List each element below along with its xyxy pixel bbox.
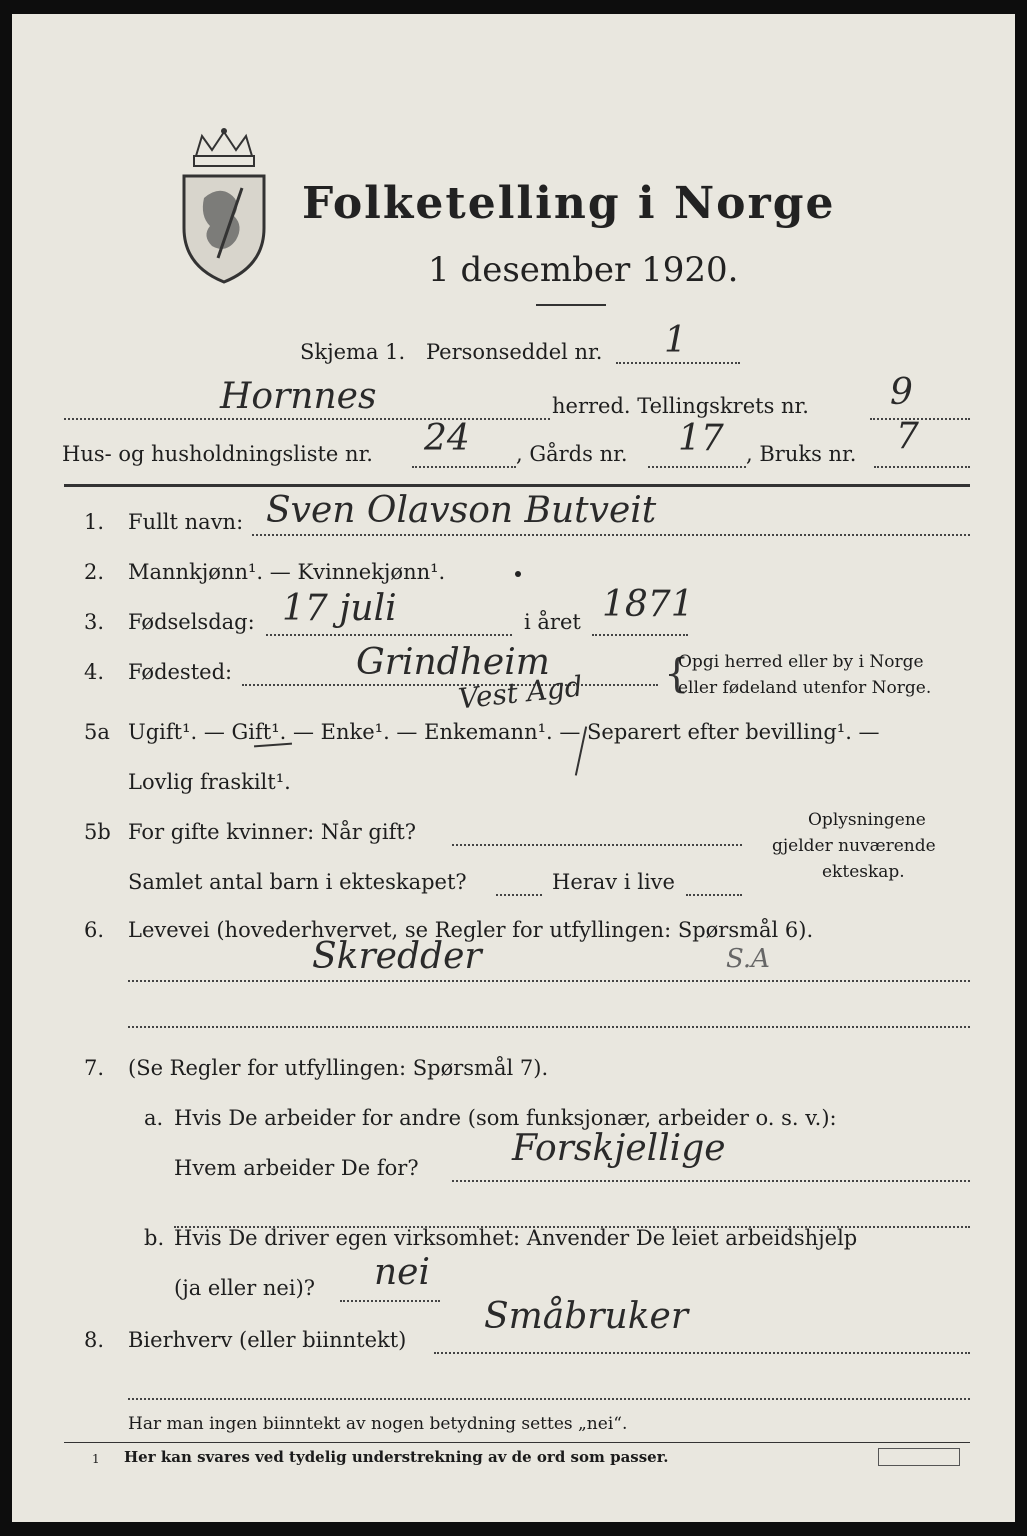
gards-label: , Gårds nr.: [516, 442, 628, 466]
q7b-letter: b.: [144, 1226, 165, 1250]
footnote-number: 1: [92, 1452, 100, 1466]
q7b-line: [340, 1300, 440, 1302]
q3-year-label: i året: [524, 610, 581, 634]
q5a-line2: Lovlig fraskilt¹.: [128, 770, 291, 794]
birth-year-value: 1871: [602, 584, 694, 625]
q7a-line: [452, 1180, 970, 1182]
personseddel-value: 1: [664, 320, 687, 361]
bruks-label: , Bruks nr.: [746, 442, 857, 466]
herred-label: herred. Tellingskrets nr.: [552, 394, 809, 418]
census-form: [12, 14, 1015, 1522]
form-title: Folketelling i Norge: [302, 178, 836, 229]
hired-help-value: nei: [374, 1252, 431, 1293]
q4-line: [242, 684, 658, 686]
tellingskrets-line: [870, 418, 970, 420]
q3-line: [266, 634, 512, 636]
q7-label: (Se Regler for utfyllingen: Spørsmål 7).: [128, 1056, 549, 1080]
personseddel-label: Personseddel nr.: [426, 340, 603, 364]
footer-divider: [64, 1442, 970, 1443]
side-income-value: Småbruker: [484, 1296, 689, 1337]
q1-number: 1.: [84, 510, 105, 534]
header-divider: [64, 484, 970, 487]
q1-line: [252, 534, 970, 536]
full-name-value: Sven Olavson Butveit: [266, 490, 657, 531]
q5b-alive-line: [686, 894, 742, 896]
q4-label: Fødested:: [128, 660, 233, 684]
q4-note-1: Opgi herred eller by i Norge: [678, 652, 924, 672]
printer-stamp: [878, 1448, 960, 1466]
census-date: 1 desember 1920.: [428, 250, 739, 290]
q3-year-line: [592, 634, 688, 636]
birthplace-county-value: Vest Agd: [456, 669, 585, 716]
q7-number: 7.: [84, 1056, 105, 1080]
title-divider: [536, 304, 606, 306]
q6-line-2: [128, 1026, 970, 1028]
q3-number: 3.: [84, 610, 105, 634]
birthplace-value: Grindheim: [356, 642, 550, 683]
q5a-line1: Ugift¹. — Gift¹. — Enke¹. — Enkemann¹. — Separert efter bevilling¹. —: [128, 720, 880, 744]
q8-line: [434, 1352, 970, 1354]
bruks-value: 7: [896, 416, 919, 457]
q7a-line1: Hvis De arbeider for andre (som funksjonær, arbeider o. s. v.):: [174, 1106, 837, 1130]
herred-value: Hornnes: [220, 376, 377, 417]
q5b-married-line: [452, 844, 742, 846]
q4-number: 4.: [84, 660, 105, 684]
gards-value: 17: [678, 418, 724, 459]
q8-label: Bierhverv (eller biinntekt): [128, 1328, 407, 1352]
q3-label: Fødselsdag:: [128, 610, 255, 634]
occupation-code: S.A: [726, 944, 770, 974]
q6-number: 6.: [84, 918, 105, 942]
occupation-value: Skredder: [312, 936, 482, 977]
hus-line: [412, 466, 516, 468]
norway-coat-of-arms-icon: [178, 128, 270, 284]
employer-value: Forskjellige: [512, 1128, 726, 1169]
q7a-line2: Hvem arbeider De for?: [174, 1156, 419, 1180]
q7a-letter: a.: [144, 1106, 164, 1130]
q5b-line2a: Samlet antal barn i ekteskapet?: [128, 870, 467, 894]
q2-number: 2.: [84, 560, 105, 584]
herred-line: [64, 418, 550, 420]
q4-note-2: eller fødeland utenfor Norge.: [678, 678, 932, 698]
tellingskrets-value: 9: [890, 372, 913, 413]
q5a-number: 5a: [84, 720, 110, 744]
birthdate-value: 17 juli: [282, 588, 397, 629]
q5b-side-1: Oplysningene: [808, 810, 926, 830]
q5b-line2b: Herav i live: [552, 870, 675, 894]
hus-value: 24: [424, 418, 470, 459]
q2-mark: [515, 571, 521, 577]
q5b-line1: For gifte kvinner: Når gift?: [128, 820, 417, 844]
gards-line: [648, 466, 746, 468]
q7b-line2: (ja eller nei)?: [174, 1276, 316, 1300]
footnote-text: Her kan svares ved tydelig understrekning av de ord som passer.: [124, 1448, 669, 1466]
q7b-line1: Hvis De driver egen virksomhet: Anvender De leiet arbeidshjelp: [174, 1226, 858, 1250]
q2-label: Mannkjønn¹. — Kvinnekjønn¹.: [128, 560, 446, 584]
q8-line-2: [128, 1398, 970, 1400]
q4-brace: {: [664, 651, 690, 697]
q1-label: Fullt navn:: [128, 510, 244, 534]
footer-note: Har man ingen biinntekt av nogen betydning settes „nei“.: [128, 1414, 628, 1434]
q5b-side-2: gjelder nuværende: [772, 836, 936, 856]
q5b-side-3: ekteskap.: [822, 862, 905, 882]
q6-line-1: [128, 980, 970, 982]
q6-label: Levevei (hovederhvervet, se Regler for utfyllingen: Spørsmål 6).: [128, 918, 814, 942]
bruks-line: [874, 466, 970, 468]
hus-label: Hus- og husholdningsliste nr.: [62, 442, 373, 466]
q8-number: 8.: [84, 1328, 105, 1352]
q5b-number: 5b: [84, 820, 111, 844]
q5b-children-line: [496, 894, 542, 896]
personseddel-line: [616, 362, 740, 364]
skjema-label: Skjema 1.: [300, 340, 406, 364]
